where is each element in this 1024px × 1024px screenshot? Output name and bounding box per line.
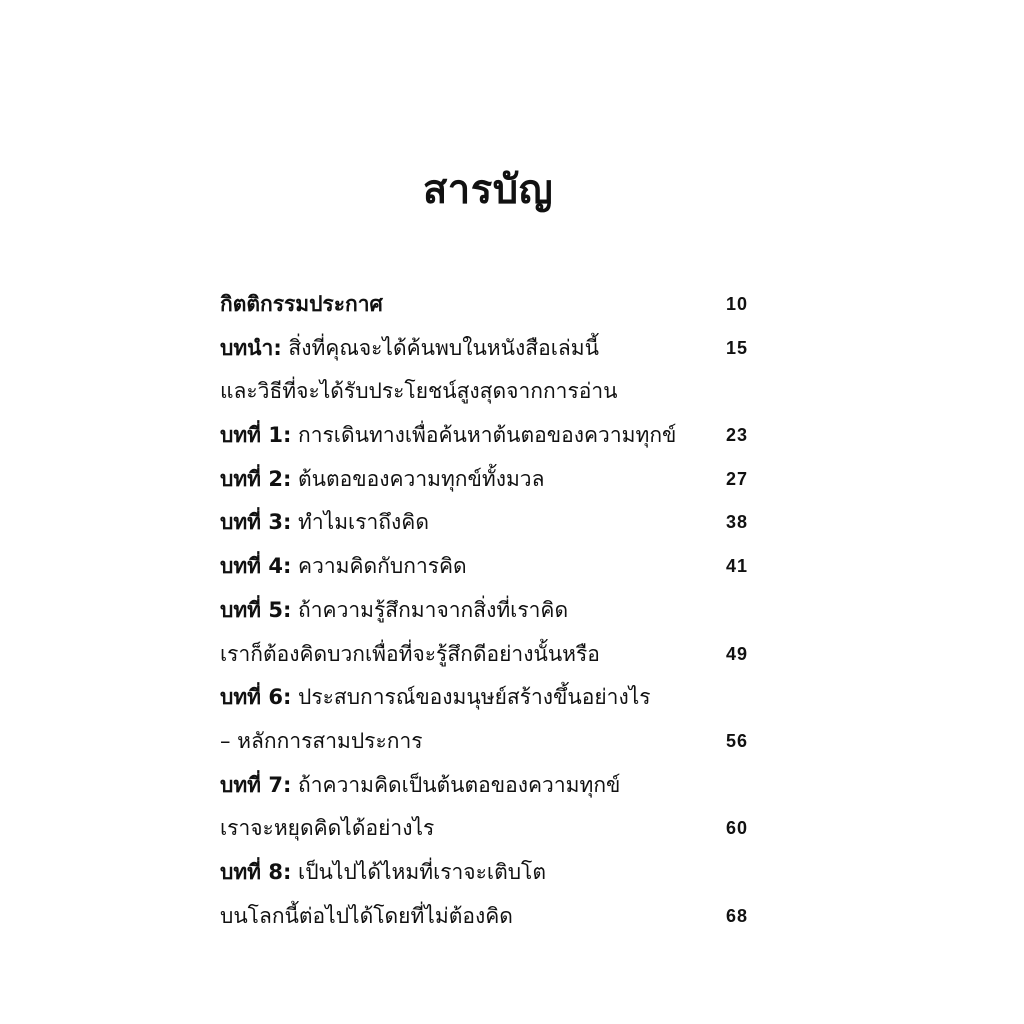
toc-entry-text: เป็นไปได้ไหมที่เราจะเติบโต	[291, 859, 546, 884]
toc-entry-continuation	[220, 633, 760, 677]
toc-entry-heading: บทที่ 5:	[220, 597, 292, 622]
toc-page-number: 56	[725, 730, 748, 751]
toc-page-number: 23	[725, 425, 748, 446]
toc-entry	[220, 589, 760, 633]
toc-entry-text: ถ้าความรู้สึกมาจากสิ่งที่เราคิด	[291, 597, 569, 622]
toc-entry-text: บนโลกนี้ต่อไปได้โดยที่ไม่ต้องคิด	[220, 903, 513, 928]
toc-page-number: 41	[725, 556, 748, 577]
toc-page-number: 60	[725, 818, 748, 839]
toc-entry-text: และวิธีที่จะได้รับประโยชน์สูงสุดจากการอ่าน	[220, 379, 618, 404]
toc-page-number: 68	[725, 905, 748, 926]
toc-page-number: 15	[725, 337, 748, 358]
toc-entry	[220, 458, 760, 502]
toc-entry-text: ต้นตอของความทุกข์ทั้งมวล	[291, 466, 545, 491]
toc-entry-text: ประสบการณ์ของมนุษย์สร้างขึ้นอย่างไร	[291, 685, 651, 710]
toc-entry-continuation	[220, 370, 760, 414]
toc-entry	[220, 327, 760, 371]
toc-entry-heading: บทที่ 3:	[220, 510, 292, 535]
toc-entry	[220, 283, 760, 327]
toc-list	[220, 283, 760, 938]
toc-entry-text: ถ้าความคิดเป็นต้นตอของความทุกข์	[291, 772, 621, 797]
toc-entry	[220, 676, 760, 720]
toc-entry-heading: กิตติกรรมประกาศ	[220, 292, 383, 316]
toc-entry-continuation	[220, 720, 760, 764]
toc-entry-text: เราจะหยุดคิดได้อย่างไร	[220, 816, 435, 841]
toc-page-number: 10	[725, 294, 748, 314]
toc-title: สารบัญ	[422, 167, 554, 213]
toc-entry	[220, 851, 760, 895]
toc-page-number: 27	[725, 468, 748, 489]
toc-page-number: 49	[725, 643, 748, 664]
toc-entry	[220, 414, 760, 458]
toc-entry	[220, 545, 760, 589]
toc-entry-heading: บทที่ 7:	[220, 772, 292, 797]
toc-entry-text: ทำไมเราถึงคิด	[291, 510, 429, 535]
toc-entry-heading: บทนำ:	[220, 335, 282, 360]
toc-entry-text: เราก็ต้องคิดบวกเพื่อที่จะรู้สึกดีอย่างนั้นหรือ	[220, 641, 600, 666]
toc-entry-text: ความคิดกับการคิด	[291, 554, 467, 579]
toc-entry	[220, 501, 760, 545]
toc-entry-heading: บทที่ 2:	[220, 466, 292, 491]
toc-entry-heading: บทที่ 1:	[220, 423, 292, 448]
toc-entry-heading: บทที่ 8:	[220, 859, 292, 884]
toc-entry-text: การเดินทางเพื่อค้นหาต้นตอของความทุกข์	[291, 423, 677, 448]
toc-entry-text: – หลักการสามประการ	[220, 728, 423, 753]
toc-entry-continuation	[220, 807, 760, 851]
toc-entry	[220, 764, 760, 808]
toc-page-number: 38	[725, 512, 748, 533]
toc-entry-continuation	[220, 895, 760, 939]
toc-entry-heading: บทที่ 6:	[220, 685, 292, 710]
toc-entry-heading: บทที่ 4:	[220, 554, 292, 579]
toc-entry-text: สิ่งที่คุณจะได้ค้นพบในหนังสือเล่มนี้	[281, 335, 599, 360]
